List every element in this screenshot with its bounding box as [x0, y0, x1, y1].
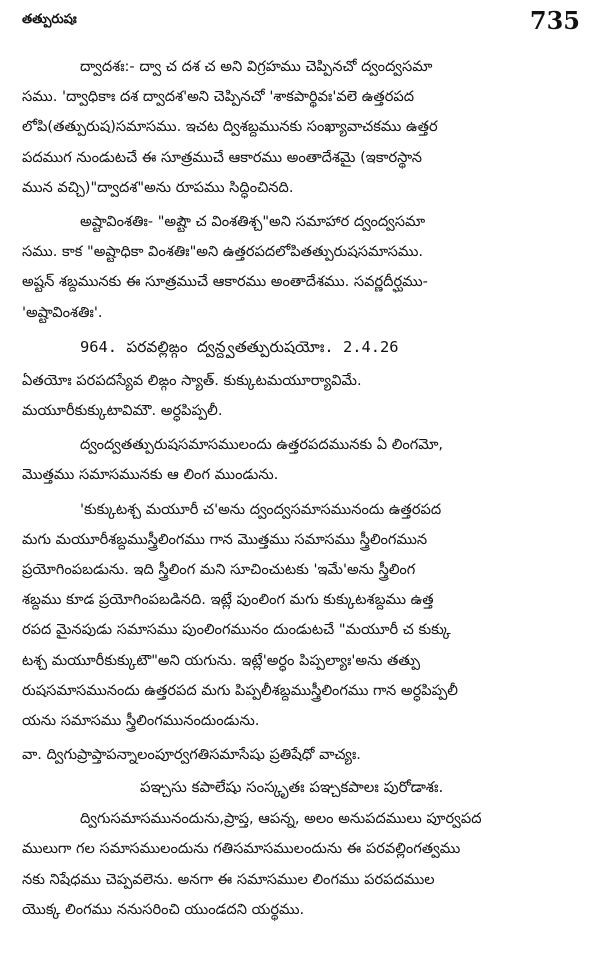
text-line: మయూరీకుక్కుటావిమౌ. అర్ధపిప్పలీ. [22, 402, 223, 420]
page-number: 735 [529, 6, 580, 35]
text-line: సము. కాక "అష్టాధికా వింశతిః"అని ఉత్తరపదలోపితత్పురుషసమాసము. [22, 243, 424, 261]
paragraph-example-explanation [22, 495, 582, 737]
paragraph-rule [22, 430, 582, 490]
text-line: ఏతయోః పరపదస్యేవ లిఙ్గం స్యాత్. కుక్కుటమయూర్యావిమే. [22, 371, 362, 389]
text-line: రుషసమాసమునందు ఉత్తరపద మగు పిప్పలీశబ్దముస్త్రీలింగము గాన అర్ధపిప్పలీ [22, 681, 458, 699]
text-line: 'అష్టావింశతిః'. [22, 303, 103, 321]
text-line: 'కుక్కుటశ్చ మయూరీ చ'అను ద్వంద్వసమాసమునందు ఉత్తరపద [80, 500, 442, 518]
sutra-heading: 964. పరవల్లిఙ్గం ద్వన్ద్వతత్పురుషయోః. 2.4.26 [80, 337, 399, 356]
text-line: శబ్దము కూడ ప్రయోగింపబడినది. ఇట్లే పుంలింగ మగు కుక్కుటశబ్దము ఉత్త [22, 591, 434, 609]
text-line: ద్వాదశః:- ద్వా చ దశ చ అని విగ్రహము చెప్పినచో ద్వంద్వసమా [80, 58, 433, 75]
text-line: ద్విగుసమాసమునందును,ప్రాప్త, ఆపన్న, అలం అనుపదములు పూర్వపద [80, 810, 482, 828]
vartika-line: వా. ద్విగుప్రాప్తాపన్నాలంపూర్వగతిసమాసేషు ప్రతిషేధో వాచ్యః. [22, 746, 361, 764]
paragraph-vritti [22, 366, 582, 426]
text-line: యను సమాసము స్త్రీలింగమునందుండును. [22, 712, 260, 730]
text-line: నకు నిషేధము చెప్పవలెను. అనగా ఈ సమాసముల లింగము పరపదముల [22, 870, 435, 888]
paragraph-ashtavimshati [22, 207, 582, 328]
text-line: లోపి(తత్పురుష)సమాసము. ఇచట ద్విశబ్దమునకు సంఖ్యావాచకము ఉత్తర [22, 118, 438, 136]
text-line: సము. 'ద్వాధికాః దశ ద్వాదశ'అని చెప్పినచో 'శాకపార్థివః'వలె ఉత్తరపద [22, 88, 415, 106]
text-line: టశ్చ మయూరీకుక్కుటౌ"అని యగును. ఇట్లే'అర్ధం పిప్పల్యాః'అను తత్పు [22, 651, 421, 669]
text-line: రపద మైనపుడు సమాసము పుంలింగమునం దుండుటచే "మయూరీ చ కుక్కు [22, 621, 451, 639]
text-line: మొత్తము సమాసమునకు ఆ లింగ ముండును. [22, 466, 279, 484]
text-line: యొక్క లింగము ననుసరించి యుండదని యర్థము. [22, 900, 305, 918]
paragraph-dvadasha [22, 52, 582, 203]
example-line: పఞ్చసు కపాలేషు సంస్కృతః పఞ్చకపాలః పురోడాశః. [140, 778, 444, 797]
running-title: తత్పురుషః [22, 12, 77, 27]
text-line: మున వచ్చి)"ద్వాదశ"అను రూపము సిద్ధించినది. [22, 178, 294, 196]
text-line: అష్టావింశతిః- "అష్టౌ చ వింశతిశ్చ"అని సమాహార ద్వంద్వసమా [80, 213, 426, 231]
text-line: మగు మయూరీశబ్దముస్త్రీలింగము గాన మొత్తము సమాసము స్త్రీలింగమున [22, 530, 428, 548]
paragraph-prohibition [22, 804, 582, 925]
text-line: ద్వంద్వతత్పురుషసమాసములందు ఉత్తరపదమునకు ఏ లింగమో, [80, 436, 444, 454]
page-body [22, 52, 582, 929]
text-line: ప్రయోగింపబడును. ఇది స్త్రీలింగ మని సూచించుటకు 'ఇమే'అను స్త్రీలింగ [22, 561, 416, 579]
text-line: ములుగా గల సమాసములందును గతిసమాసములందును ఈ పరవల్లింగత్వము [22, 840, 461, 858]
text-line: పదముగ నుండుటచే ఈ సూత్రముచే ఆకారము అంతాదేశమై (ఇకారస్థాన [22, 148, 422, 166]
text-line: అష్టన్ శబ్దమునకు ఈ సూత్రముచే ఆకారము అంతాదేశము. సవర్ణదీర్ఘము- [22, 273, 428, 291]
